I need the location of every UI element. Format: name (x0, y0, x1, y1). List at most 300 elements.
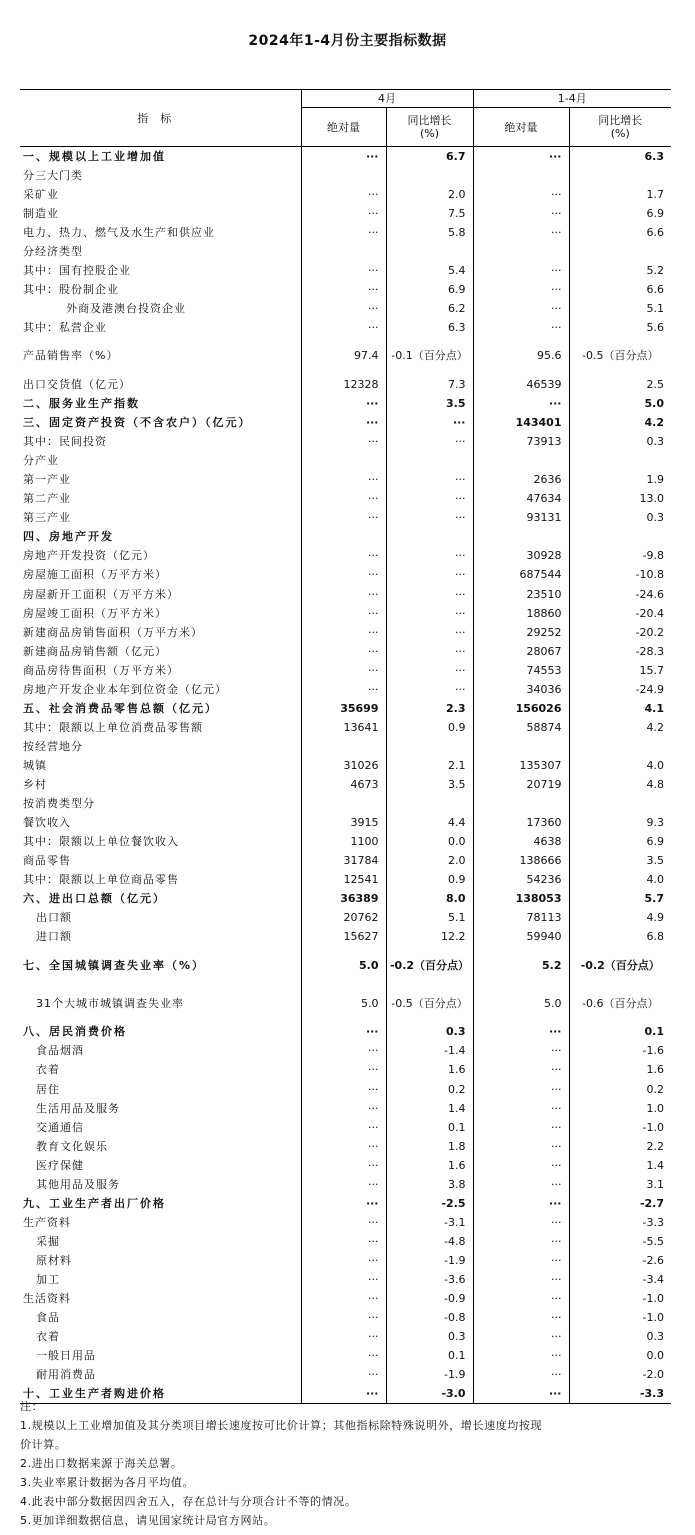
cell-ytd-abs: 30928 (473, 546, 569, 565)
cell-april-abs: ··· (301, 1384, 386, 1403)
cell-ytd-yoy: -24.9 (569, 680, 671, 699)
cell-april-yoy: ··· (386, 661, 473, 680)
cell-april-yoy: ··· (386, 432, 473, 451)
cell-april-yoy: 0.1 (386, 1118, 473, 1137)
cell-april-yoy: 6.2 (386, 299, 473, 318)
cell-april-yoy: 12.2 (386, 927, 473, 946)
cell-april-yoy: -0.2（百分点） (386, 946, 473, 984)
cell-april-yoy: -0.5（百分点） (386, 984, 473, 1022)
cell-april-abs: ··· (301, 1175, 386, 1194)
row-label: 第三产业 (23, 511, 71, 525)
table-row (20, 718, 671, 737)
row-label: 原材料 (36, 1253, 72, 1267)
table-row (20, 699, 671, 718)
cell-april-abs: ··· (301, 1346, 386, 1365)
cell-ytd-yoy: -3.4 (569, 1270, 671, 1289)
cell-april-abs (301, 794, 386, 813)
cell-ytd-abs: 687544 (473, 565, 569, 584)
table-row (20, 680, 671, 699)
row-label: 城镇 (23, 758, 47, 772)
cell-april-abs: ··· (301, 1308, 386, 1327)
table-row (20, 1099, 671, 1118)
row-label: 四、房地产开发 (23, 530, 114, 544)
cell-april-yoy (386, 242, 473, 261)
cell-ytd-abs: ··· (473, 1251, 569, 1270)
cell-april-yoy: 7.3 (386, 375, 473, 394)
table-row (20, 1365, 671, 1384)
cell-ytd-yoy: 0.3 (569, 1327, 671, 1346)
cell-ytd-yoy: 4.0 (569, 870, 671, 889)
row-label: 商品房待售面积（万平方米） (23, 663, 179, 677)
cell-ytd-yoy: -1.6 (569, 1041, 671, 1060)
cell-ytd-abs: 17360 (473, 813, 569, 832)
cell-april-yoy: -0.8 (386, 1308, 473, 1327)
cell-ytd-yoy: 5.1 (569, 299, 671, 318)
cell-ytd-abs: ··· (473, 1118, 569, 1137)
row-label: 31个大城市城镇调查失业率 (36, 996, 184, 1010)
table-row (20, 832, 671, 851)
cell-ytd-abs: ··· (473, 185, 569, 204)
table-row (20, 642, 671, 661)
row-label: 其中：国有控股企业 (23, 263, 131, 277)
row-label: 医疗保健 (36, 1158, 84, 1172)
table-row (20, 489, 671, 508)
cell-ytd-abs: 46539 (473, 375, 569, 394)
cell-ytd-yoy: -10.8 (569, 565, 671, 584)
header-april-abs: 绝对量 (301, 108, 386, 147)
cell-april-abs: 1100 (301, 832, 386, 851)
cell-april-yoy: -2.5 (386, 1194, 473, 1213)
cell-april-yoy: -4.8 (386, 1232, 473, 1251)
cell-ytd-yoy: 0.2 (569, 1080, 671, 1099)
cell-ytd-abs: ··· (473, 1194, 569, 1213)
row-label: 九、工业生产者出厂价格 (23, 1196, 166, 1210)
cell-ytd-yoy: 6.6 (569, 223, 671, 242)
cell-ytd-abs: 143401 (473, 413, 569, 432)
table-row (20, 1041, 671, 1060)
cell-ytd-abs: 59940 (473, 927, 569, 946)
row-label: 五、社会消费品零售总额（亿元） (23, 701, 218, 715)
cell-april-yoy: ··· (386, 489, 473, 508)
cell-april-yoy: -3.6 (386, 1270, 473, 1289)
table-row (20, 1213, 671, 1232)
cell-april-abs: ··· (301, 1251, 386, 1270)
cell-april-abs: ··· (301, 1118, 386, 1137)
cell-april-yoy: 1.4 (386, 1099, 473, 1118)
cell-april-abs: ··· (301, 1060, 386, 1079)
cell-ytd-yoy: -0.2（百分点） (569, 946, 671, 984)
cell-ytd-abs (473, 242, 569, 261)
cell-ytd-yoy (569, 794, 671, 813)
cell-ytd-abs: ··· (473, 147, 569, 166)
cell-april-abs: ··· (301, 394, 386, 413)
cell-ytd-abs: 5.2 (473, 946, 569, 984)
cell-april-abs: ··· (301, 546, 386, 565)
cell-april-abs: ··· (301, 565, 386, 584)
footnote-line: 1.规模以上工业增加值及其分类项目增长速度按可比价计算；其他指标除特殊说明外，增长速度均按现 (20, 1419, 543, 1432)
cell-ytd-yoy: 0.3 (569, 508, 671, 527)
table-row (20, 546, 671, 565)
table-row (20, 470, 671, 489)
row-label: 生产资料 (23, 1215, 71, 1229)
row-label: 分经济类型 (23, 244, 83, 258)
row-label: 电力、热力、燃气及水生产和供应业 (23, 225, 215, 239)
cell-april-yoy: -3.1 (386, 1213, 473, 1232)
footnotes (20, 1397, 680, 1530)
cell-ytd-abs: 47634 (473, 489, 569, 508)
cell-april-abs: ··· (301, 604, 386, 623)
footnote-line: 注： (20, 1400, 44, 1413)
cell-april-yoy: 7.5 (386, 204, 473, 223)
cell-april-yoy: ··· (386, 584, 473, 603)
table-row (20, 813, 671, 832)
row-label: 一、规模以上工业增加值 (23, 149, 166, 163)
cell-ytd-abs: ··· (473, 204, 569, 223)
cell-ytd-yoy: 1.6 (569, 1060, 671, 1079)
cell-ytd-yoy: 4.0 (569, 756, 671, 775)
cell-ytd-yoy: 15.7 (569, 661, 671, 680)
table-row (20, 889, 671, 908)
cell-april-abs: 5.0 (301, 984, 386, 1022)
row-label: 出口额 (36, 911, 72, 925)
cell-ytd-abs: 58874 (473, 718, 569, 737)
cell-ytd-yoy: 0.3 (569, 432, 671, 451)
table-row (20, 946, 671, 984)
cell-april-yoy: -1.9 (386, 1365, 473, 1384)
cell-ytd-abs: ··· (473, 223, 569, 242)
header-april: 4月 (301, 90, 473, 108)
table-row (20, 185, 671, 204)
cell-ytd-yoy (569, 166, 671, 185)
table-row (20, 870, 671, 889)
table-row (20, 851, 671, 870)
cell-april-yoy: 0.2 (386, 1080, 473, 1099)
table-row (20, 1327, 671, 1346)
cell-april-abs: ··· (301, 1270, 386, 1289)
cell-ytd-yoy: -1.0 (569, 1308, 671, 1327)
table-row (20, 1232, 671, 1251)
header-ytd: 1-4月 (473, 90, 671, 108)
cell-april-abs (301, 737, 386, 756)
table-row (20, 394, 671, 413)
row-label: 出口交货值（亿元） (23, 377, 131, 391)
cell-ytd-yoy: -2.6 (569, 1251, 671, 1270)
cell-april-abs: ··· (301, 413, 386, 432)
cell-ytd-abs: ··· (473, 1365, 569, 1384)
cell-ytd-abs: 54236 (473, 870, 569, 889)
cell-ytd-yoy: 6.9 (569, 832, 671, 851)
table-row (20, 318, 671, 337)
row-label: 生活资料 (23, 1292, 71, 1306)
cell-ytd-yoy (569, 451, 671, 470)
cell-ytd-abs: ··· (473, 1137, 569, 1156)
cell-ytd-yoy: 5.7 (569, 889, 671, 908)
cell-ytd-abs: ··· (473, 1080, 569, 1099)
cell-april-yoy: 5.4 (386, 261, 473, 280)
cell-ytd-yoy: 1.9 (569, 470, 671, 489)
cell-ytd-abs: ··· (473, 318, 569, 337)
cell-april-abs: 4673 (301, 775, 386, 794)
cell-april-yoy: 6.3 (386, 318, 473, 337)
cell-april-yoy: 2.0 (386, 851, 473, 870)
row-label: 采矿业 (23, 187, 59, 201)
cell-april-abs: ··· (301, 642, 386, 661)
cell-april-yoy: 0.0 (386, 832, 473, 851)
cell-april-abs: ··· (301, 1289, 386, 1308)
cell-april-abs: ··· (301, 1327, 386, 1346)
table-row (20, 375, 671, 394)
cell-ytd-yoy: 4.1 (569, 699, 671, 718)
cell-april-yoy: ··· (386, 546, 473, 565)
row-label: 外商及港澳台投资企业 (66, 301, 186, 315)
row-label: 乡村 (23, 777, 47, 791)
row-label: 十、工业生产者购进价格 (20, 1384, 301, 1403)
cell-ytd-yoy: -1.0 (569, 1118, 671, 1137)
cell-april-abs: ··· (301, 299, 386, 318)
cell-ytd-yoy: 3.5 (569, 851, 671, 870)
cell-april-yoy (386, 794, 473, 813)
cell-april-yoy: ··· (386, 680, 473, 699)
table-row (20, 527, 671, 546)
cell-april-abs: ··· (301, 680, 386, 699)
cell-ytd-abs: ··· (473, 1060, 569, 1079)
cell-april-abs: 13641 (301, 718, 386, 737)
cell-april-abs (301, 242, 386, 261)
header-indicator: 指标 (20, 90, 301, 147)
cell-april-abs: ··· (301, 185, 386, 204)
cell-april-abs: ··· (301, 261, 386, 280)
table-row (20, 1080, 671, 1099)
cell-april-yoy: -0.9 (386, 1289, 473, 1308)
cell-april-abs: ··· (301, 1080, 386, 1099)
table-row (20, 508, 671, 527)
cell-ytd-abs: ··· (473, 1041, 569, 1060)
table-row (20, 565, 671, 584)
row-label: 新建商品房销售面积（万平方米） (23, 625, 203, 639)
table-row (20, 604, 671, 623)
row-label: 采掘 (36, 1234, 60, 1248)
cell-april-yoy: 3.5 (386, 775, 473, 794)
cell-ytd-abs: ··· (473, 1308, 569, 1327)
cell-ytd-abs: ··· (473, 1099, 569, 1118)
cell-april-abs: 31026 (301, 756, 386, 775)
cell-ytd-yoy: -3.3 (569, 1213, 671, 1232)
header-ytd-abs: 绝对量 (473, 108, 569, 147)
cell-ytd-abs: ··· (473, 1270, 569, 1289)
cell-ytd-abs: 4638 (473, 832, 569, 851)
cell-april-yoy: 1.8 (386, 1137, 473, 1156)
cell-april-abs: ··· (301, 1041, 386, 1060)
row-label: 其中：限额以上单位商品零售 (23, 873, 179, 887)
cell-ytd-yoy: 5.0 (569, 394, 671, 413)
cell-april-yoy: 0.9 (386, 870, 473, 889)
cell-ytd-yoy: 6.6 (569, 280, 671, 299)
row-label: 八、居民消费价格 (23, 1025, 127, 1039)
table-row (20, 737, 671, 756)
cell-april-yoy: ··· (386, 508, 473, 527)
cell-ytd-yoy: 2.2 (569, 1137, 671, 1156)
cell-april-yoy: 0.9 (386, 718, 473, 737)
table-row (20, 661, 671, 680)
cell-april-yoy: 6.9 (386, 280, 473, 299)
cell-april-yoy: 3.5 (386, 394, 473, 413)
header-ytd-yoy: 同比增长 (%) (569, 108, 671, 147)
cell-ytd-yoy: -20.2 (569, 623, 671, 642)
cell-april-yoy: 3.8 (386, 1175, 473, 1194)
cell-ytd-abs: 28067 (473, 642, 569, 661)
cell-ytd-yoy: -0.5（百分点） (569, 337, 671, 375)
cell-april-abs: ··· (301, 623, 386, 642)
cell-april-yoy: -3.0 (386, 1384, 473, 1403)
cell-ytd-yoy: 0.1 (569, 1022, 671, 1041)
cell-april-abs: 5.0 (301, 946, 386, 984)
row-label: 耐用消费品 (36, 1368, 96, 1382)
cell-ytd-yoy: -2.7 (569, 1194, 671, 1213)
footnote-line: 价计算。 (20, 1438, 67, 1451)
cell-ytd-abs: ··· (473, 1327, 569, 1346)
row-label: 房屋施工面积（万平方米） (23, 568, 167, 582)
cell-ytd-abs: 156026 (473, 699, 569, 718)
table-row (20, 908, 671, 927)
cell-april-abs: ··· (301, 470, 386, 489)
cell-ytd-abs (473, 166, 569, 185)
table-row (20, 432, 671, 451)
table-row (20, 1308, 671, 1327)
cell-april-abs: 97.4 (301, 337, 386, 375)
table-row (20, 337, 671, 375)
cell-ytd-abs: 74553 (473, 661, 569, 680)
row-label: 房地产开发企业本年到位资金（亿元） (23, 682, 227, 696)
row-label: 食品 (36, 1311, 60, 1325)
row-label: 六、进出口总额（亿元） (23, 892, 166, 906)
cell-ytd-yoy: 6.8 (569, 927, 671, 946)
row-label: 居住 (36, 1082, 60, 1096)
cell-ytd-yoy: -5.5 (569, 1232, 671, 1251)
table-row (20, 1060, 671, 1079)
table-row (20, 1156, 671, 1175)
cell-april-abs (301, 527, 386, 546)
table-row (20, 984, 671, 1022)
cell-ytd-yoy: -1.0 (569, 1289, 671, 1308)
cell-april-abs: ··· (301, 147, 386, 166)
row-label: 其中：限额以上单位餐饮收入 (23, 835, 179, 849)
cell-april-yoy: ··· (386, 413, 473, 432)
cell-april-abs: ··· (301, 318, 386, 337)
cell-april-abs: ··· (301, 584, 386, 603)
cell-april-abs: 12541 (301, 870, 386, 889)
cell-ytd-abs: 2636 (473, 470, 569, 489)
row-label: 二、服务业生产指数 (23, 397, 140, 411)
table-row (20, 413, 671, 432)
cell-ytd-abs: ··· (473, 1384, 569, 1403)
table-row (20, 584, 671, 603)
cell-april-abs: 20762 (301, 908, 386, 927)
cell-ytd-yoy: 2.5 (569, 375, 671, 394)
cell-ytd-yoy: -3.3 (569, 1384, 671, 1403)
cell-ytd-abs: ··· (473, 1289, 569, 1308)
table-row (20, 1251, 671, 1270)
row-label: 一般日用品 (36, 1349, 96, 1363)
cell-april-abs: ··· (301, 489, 386, 508)
table-row (20, 1194, 671, 1213)
cell-ytd-abs: 138053 (473, 889, 569, 908)
footnote-line: 2.进出口数据来源于海关总署。 (20, 1457, 183, 1470)
row-label: 七、全国城镇调查失业率（%） (23, 958, 206, 972)
cell-april-abs: ··· (301, 1232, 386, 1251)
row-label: 加工 (36, 1273, 60, 1286)
footnote-line: 5.更加详细数据信息，请见国家统计局官方网站。 (20, 1514, 276, 1527)
cell-ytd-yoy (569, 737, 671, 756)
table-row (20, 299, 671, 318)
cell-april-abs: 15627 (301, 927, 386, 946)
cell-april-abs: ··· (301, 508, 386, 527)
cell-april-yoy: ··· (386, 565, 473, 584)
row-label: 其中：私营企业 (23, 320, 107, 334)
cell-ytd-abs: ··· (473, 280, 569, 299)
cell-april-abs: 3915 (301, 813, 386, 832)
table-row (20, 147, 671, 166)
table-row (20, 1137, 671, 1156)
row-label: 生活用品及服务 (36, 1101, 120, 1115)
cell-ytd-abs: ··· (473, 1213, 569, 1232)
row-label: 第二产业 (23, 492, 71, 506)
cell-april-yoy: 1.6 (386, 1156, 473, 1175)
table-row (20, 927, 671, 946)
cell-ytd-abs: ··· (473, 394, 569, 413)
cell-april-yoy (386, 737, 473, 756)
cell-ytd-yoy: -0.6（百分点） (569, 984, 671, 1022)
cell-ytd-yoy: 1.0 (569, 1099, 671, 1118)
cell-april-abs: ··· (301, 280, 386, 299)
cell-ytd-yoy: 4.2 (569, 413, 671, 432)
row-label: 进口额 (36, 930, 72, 944)
table-row (20, 1289, 671, 1308)
cell-april-yoy: ··· (386, 623, 473, 642)
cell-april-yoy: 2.0 (386, 185, 473, 204)
page-title: 2024年1-4月份主要指标数据 (248, 33, 447, 49)
row-label: 衣着 (36, 1063, 60, 1077)
cell-april-abs: 31784 (301, 851, 386, 870)
cell-april-abs: ··· (301, 204, 386, 223)
cell-april-yoy: 4.4 (386, 813, 473, 832)
cell-april-abs: ··· (301, 1156, 386, 1175)
row-label: 房屋新开工面积（万平方米） (23, 587, 179, 601)
row-label: 按消费类型分 (23, 797, 95, 811)
cell-april-yoy: -0.1（百分点） (386, 337, 473, 375)
row-label: 第一产业 (23, 473, 71, 487)
cell-april-yoy: 5.8 (386, 223, 473, 242)
row-label: 教育文化娱乐 (36, 1139, 108, 1153)
cell-ytd-abs: ··· (473, 1175, 569, 1194)
cell-april-abs: ··· (301, 1137, 386, 1156)
cell-april-yoy: 5.1 (386, 908, 473, 927)
footnote-line: 4.此表中部分数据因四舍五入，存在总计与分项合计不等的情况。 (20, 1495, 357, 1508)
cell-ytd-yoy: -20.4 (569, 604, 671, 623)
cell-ytd-yoy: 6.3 (569, 147, 671, 166)
table-row (20, 242, 671, 261)
cell-ytd-yoy: 1.7 (569, 185, 671, 204)
row-label: 商品零售 (23, 854, 71, 868)
cell-ytd-abs: ··· (473, 1232, 569, 1251)
cell-ytd-yoy: 0.0 (569, 1346, 671, 1365)
cell-ytd-abs: 18860 (473, 604, 569, 623)
cell-april-abs: ··· (301, 661, 386, 680)
cell-ytd-abs: 29252 (473, 623, 569, 642)
cell-april-abs (301, 451, 386, 470)
row-label: 按经营地分 (23, 739, 83, 753)
cell-ytd-abs: 23510 (473, 584, 569, 603)
cell-ytd-yoy: 4.2 (569, 718, 671, 737)
